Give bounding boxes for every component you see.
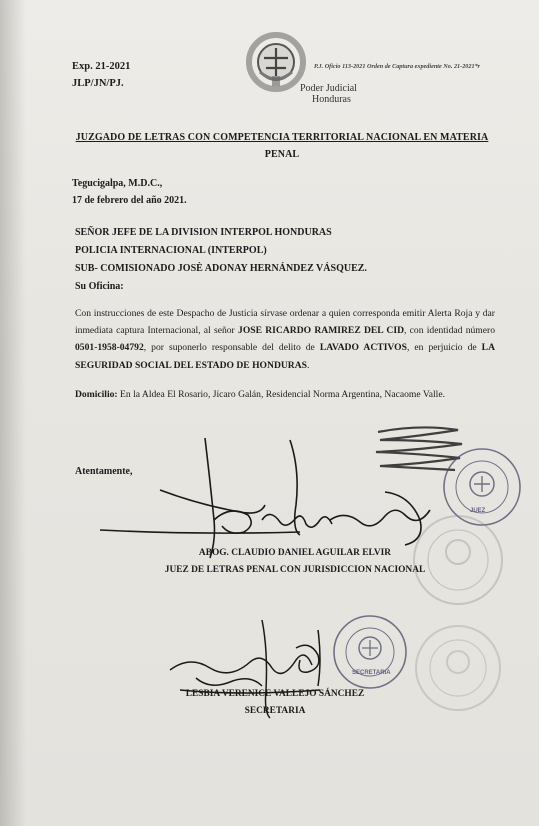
- judge-signature-icon: [100, 438, 430, 558]
- accused-name: JOSE RICARDO RAMIREZ DEL CID: [238, 325, 404, 337]
- court-title: [72, 129, 492, 163]
- date-block: [72, 175, 187, 209]
- case-reference: [72, 58, 130, 92]
- body-end: .: [307, 359, 310, 371]
- addressee-line-1: SEÑOR JEFE DE LA DIVISION INTERPOL HONDURAS: [75, 227, 332, 238]
- secretary-signature-block: [155, 686, 395, 720]
- body-intro: Con instrucciones de este Despacho de Justicia sírvase ordenar a quien corresponda emitir Alerta Roja y dar inmediata captura Internacional, al señor: [75, 308, 495, 337]
- body-victim-intro: , en perjuicio de: [406, 342, 482, 354]
- logo-caption: [300, 83, 357, 105]
- body-crime-intro: , por suponerlo responsable del delito de: [143, 342, 320, 354]
- redaction-scribble-icon: [376, 427, 462, 470]
- addressee-block: [75, 224, 367, 296]
- secretary-title: SECRETARIA: [244, 706, 306, 716]
- judge-name: ABOG. CLAUDIO DANIEL AGUILAR ELVIR: [198, 548, 392, 558]
- judge-seal-label: JUEZ: [470, 508, 486, 514]
- domicile-paragraph: [75, 386, 495, 403]
- body-paragraph: [75, 305, 495, 374]
- case-code: JLP/JN/PJ.: [72, 78, 124, 89]
- domicile-label: Domicilio:: [75, 389, 118, 400]
- addressee-line-4: Su Oficina:: [75, 281, 124, 292]
- body-id-intro: , con identidad número: [404, 325, 495, 337]
- judge-seal-icon: [444, 449, 520, 525]
- logo-line-1: Poder Judicial: [300, 83, 357, 94]
- logo-line-2: Honduras: [312, 94, 351, 105]
- secretary-seal-icon: [334, 616, 406, 688]
- secretary-seal-label: SECRETARIA: [352, 670, 391, 676]
- domicile-text: En la Aldea El Rosario, Jícaro Galán, Residencial Norma Argentina, Nacaome Valle.: [117, 389, 445, 400]
- date: 17 de febrero del año 2021.: [72, 195, 187, 206]
- judge-title: JUEZ DE LETRAS PENAL CON JURISDICCION NACIONAL: [164, 565, 426, 575]
- embossed-seal-2-icon: [416, 626, 500, 710]
- place: Tegucigalpa, M.D.C.,: [72, 178, 163, 189]
- case-number: Exp. 21-2021: [72, 61, 131, 72]
- addressee-line-3: SUB- COMISIONADO JOSÈ ADONAY HERNÁNDEZ VÁSQUEZ.: [75, 263, 367, 274]
- secretary-name: LESBIA VERENICE VALLEJO SÁNCHEZ: [185, 689, 365, 699]
- page-shadow: [0, 0, 26, 826]
- court-title-line-1: JUZGADO DE LETRAS CON COMPETENCIA TERRITORIAL NACIONAL EN MATERIA: [75, 132, 489, 143]
- oficio-reference: P.J. Oficio 113-2021 Orden de Captura expediente No. 21-2021*r: [314, 63, 481, 70]
- addressee-line-2: POLICIA INTERNACIONAL (INTERPOL): [75, 245, 267, 256]
- closing: Atentamente,: [75, 466, 133, 477]
- crime: LAVADO ACTIVOS: [319, 342, 407, 354]
- court-title-line-2: PENAL: [264, 149, 300, 160]
- judge-signature-block: [145, 545, 445, 579]
- victim: LA SEGURIDAD SOCIAL DEL ESTADO DE HONDURAS: [75, 342, 495, 371]
- id-number: 0501-1958-04792: [75, 342, 144, 354]
